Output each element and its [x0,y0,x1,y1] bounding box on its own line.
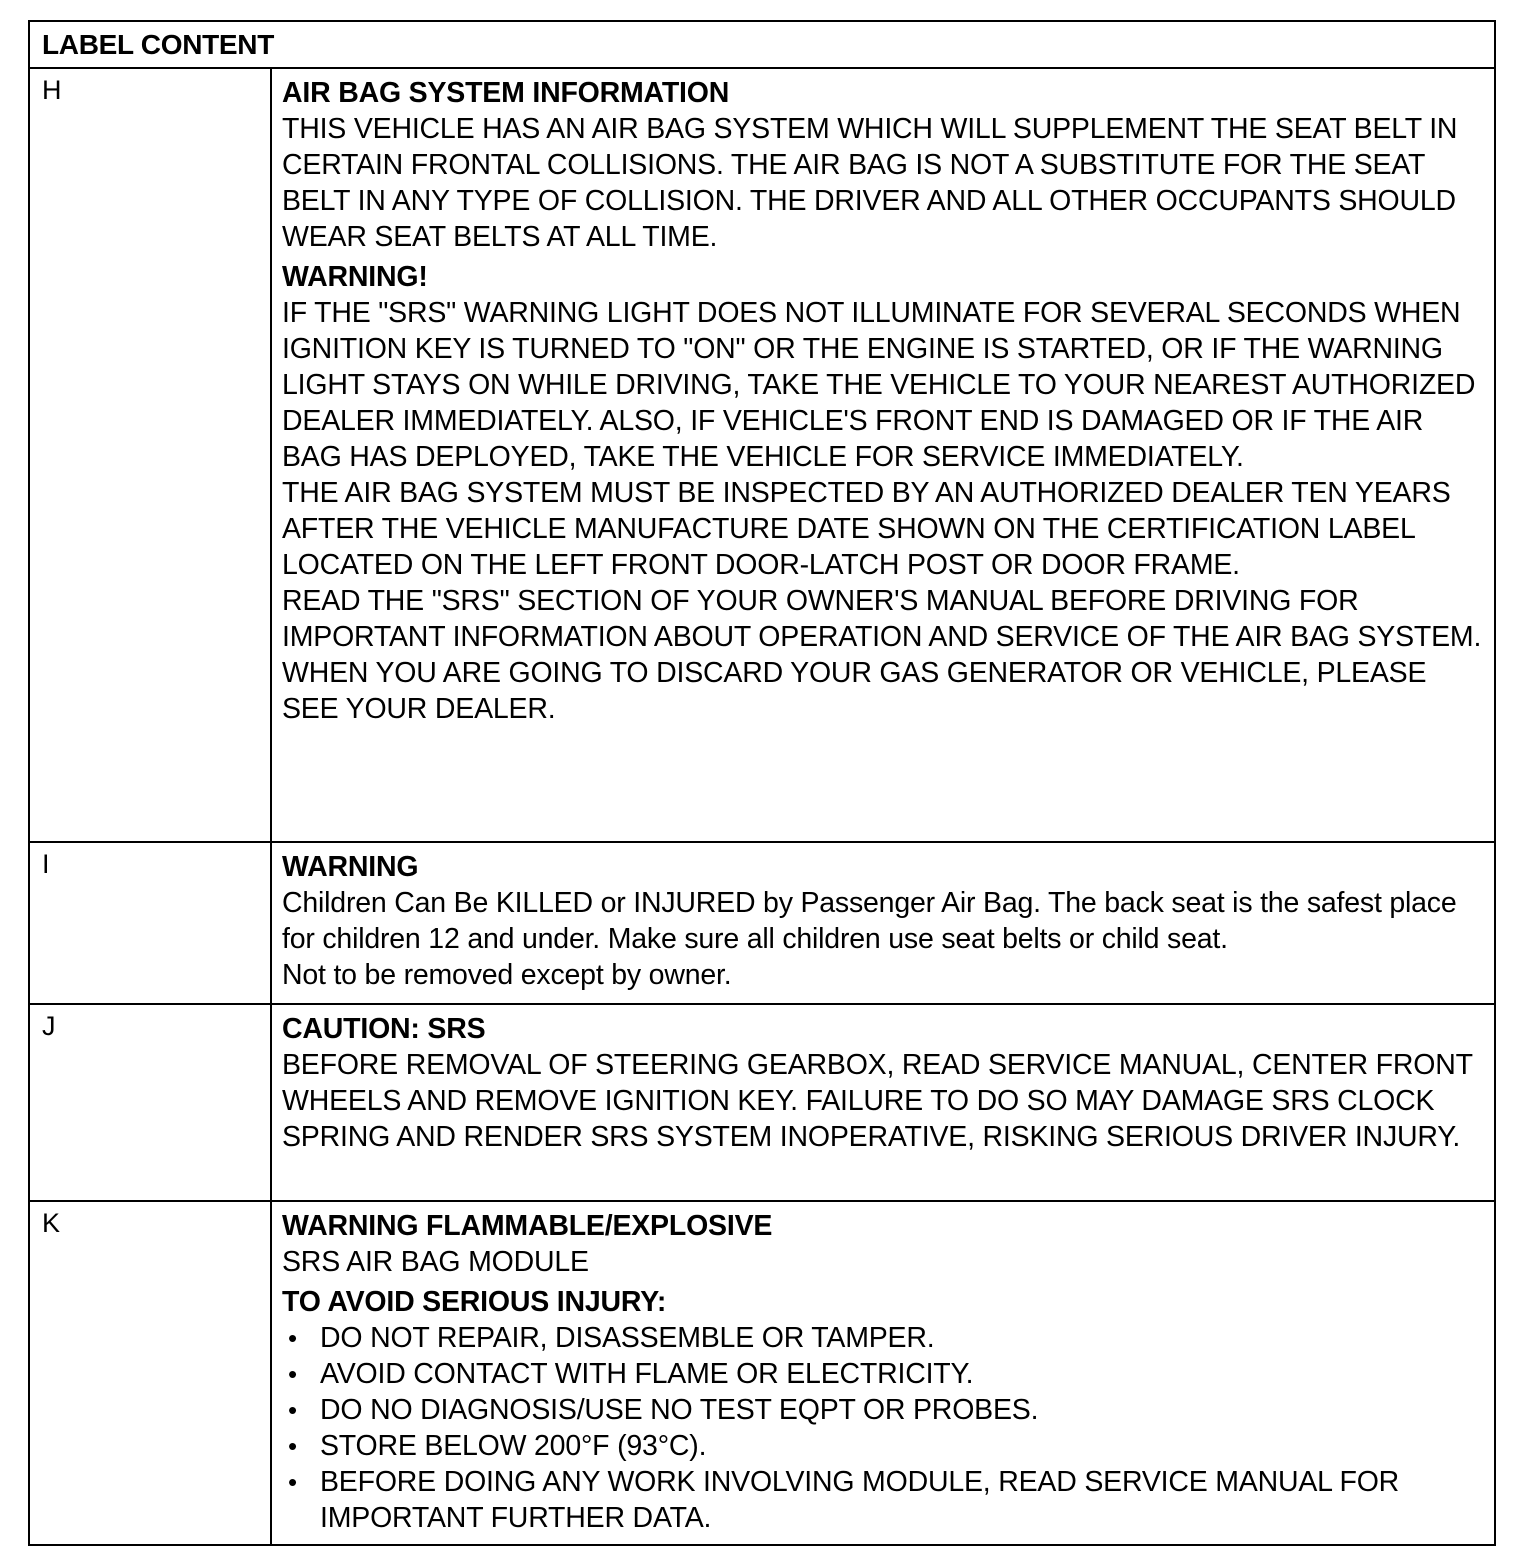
row-content [271,1004,1495,1201]
section-subtitle: TO AVOID SERIOUS INJURY: [282,1286,667,1318]
paragraph: THE AIR BAG SYSTEM MUST BE INSPECTED BY AN AUTHORIZED DEALER TEN YEARS AFTER THE VEHICLE MANUFACTURE DATE SHOWN ON THE CERTIFICATION LABEL LOCATED ON THE LEFT FRONT DOOR-LATCH POST OR DOOR FRAME. [282,477,1451,581]
list-item [282,1392,1486,1428]
section-title: WARNING FLAMMABLE/EXPLOSIVE [282,1210,773,1242]
paragraph: IF THE "SRS" WARNING LIGHT DOES NOT ILLUMINATE FOR SEVERAL SECONDS WHEN IGNITION KEY IS TURNED TO "ON" OR THE ENGINE IS STARTED, OR IF THE WARNING LIGHT STAYS ON WHILE DRIVING, TAKE THE VEHICLE TO YOUR NEAREST AUTHORIZED DEALER IMMEDIATELY. ALSO, IF VEHICLE'S FRONT END IS DAMAGED OR IF THE AIR BAG HAS DEPLOYED, TAKE THE VEHICLE FOR SERVICE IMMEDIATELY. [282,297,1476,473]
list-item-text: AVOID CONTACT WITH FLAME OR ELECTRICITY. [320,1358,974,1390]
list-item [282,1428,1486,1464]
paragraph: Children Can Be KILLED or INJURED by Passenger Air Bag. The back seat is the safest place for children 12 and under. Make sure all children use seat belts or child seat. [282,887,1457,955]
row-content [271,842,1495,1004]
bullet-icon: • [288,1395,297,1425]
list-item-text: DO NO DIAGNOSIS/USE NO TEST EQPT OR PROBES. [320,1394,1039,1426]
row-label: H [29,68,271,842]
list-item-text: BEFORE DOING ANY WORK INVOLVING MODULE, READ SERVICE MANUAL FOR IMPORTANT FURTHER DATA. [320,1466,1400,1534]
bullet-icon: • [288,1467,297,1497]
paragraph: READ THE "SRS" SECTION OF YOUR OWNER'S MANUAL BEFORE DRIVING FOR IMPORTANT INFORMATION ABOUT OPERATION AND SERVICE OF THE AIR BAG SYSTEM. [282,585,1482,653]
table-row-i [29,842,1495,1004]
table-row-h [29,68,1495,842]
row-content [271,68,1495,842]
list-item-text: DO NOT REPAIR, DISASSEMBLE OR TAMPER. [320,1322,935,1354]
table-row-k [29,1201,1495,1545]
list-item [282,1464,1486,1536]
table-row-j [29,1004,1495,1201]
bullet-list [282,1320,1486,1536]
paragraph: BEFORE REMOVAL OF STEERING GEARBOX, READ SERVICE MANUAL, CENTER FRONT WHEELS AND REMOVE IGNITION KEY. FAILURE TO DO SO MAY DAMAGE SRS CLOCK SPRING AND RENDER SRS SYSTEM INOPERATIVE, RISKING SERIOUS DRIVER INJURY. [282,1049,1473,1153]
table-header-row [29,21,1495,68]
list-item-text: STORE BELOW 200°F (93°C). [320,1430,707,1462]
row-label: J [29,1004,271,1201]
list-item [282,1356,1486,1392]
warning-title: WARNING! [282,261,428,293]
row-content [271,1201,1495,1545]
paragraph: THIS VEHICLE HAS AN AIR BAG SYSTEM WHICH WILL SUPPLEMENT THE SEAT BELT IN CERTAIN FRONTAL COLLISIONS. THE AIR BAG IS NOT A SUBSTITUTE FOR THE SEAT BELT IN ANY TYPE OF COLLISION. THE DRIVER AND ALL OTHER OCCUPANTS SHOULD WEAR SEAT BELTS AT ALL TIME. [282,113,1458,253]
list-item [282,1320,1486,1356]
paragraph: SRS AIR BAG MODULE [282,1246,589,1278]
section-title: AIR BAG SYSTEM INFORMATION [282,77,730,109]
label-content-table [28,20,1496,1546]
paragraph: WHEN YOU ARE GOING TO DISCARD YOUR GAS GENERATOR OR VEHICLE, PLEASE SEE YOUR DEALER. [282,657,1427,725]
row-label: K [29,1201,271,1545]
row-label: I [29,842,271,1004]
bullet-icon: • [288,1323,297,1353]
bullet-icon: • [288,1359,297,1389]
paragraph: Not to be removed except by owner. [282,959,732,991]
section-title: CAUTION: SRS [282,1013,486,1045]
bullet-icon: • [288,1431,297,1461]
section-title: WARNING [282,851,419,883]
table-header: LABEL CONTENT [29,21,1495,68]
